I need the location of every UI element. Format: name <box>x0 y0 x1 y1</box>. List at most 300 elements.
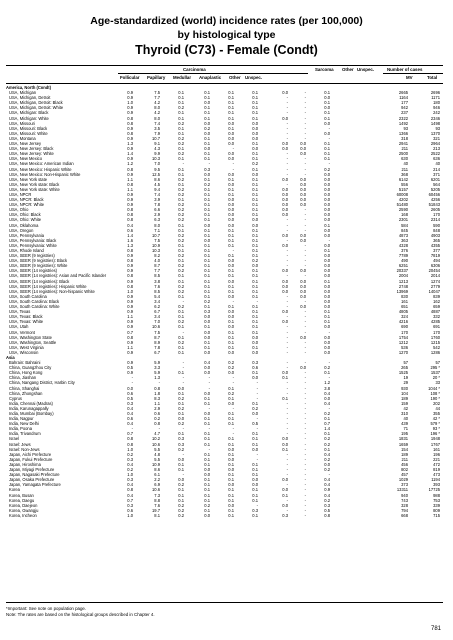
cell-value: - <box>286 360 288 366</box>
cell-value: 2314 <box>430 217 440 223</box>
row-label: USA, Vermont <box>9 329 35 335</box>
cell-value: 1286 <box>430 349 440 355</box>
cell-value: - <box>286 431 288 437</box>
row-label: China, Guangzhou City <box>9 365 52 371</box>
cell-value: - <box>286 507 288 513</box>
cell-value: 0.1 <box>204 324 210 330</box>
cell-value: 4.7 <box>154 431 160 437</box>
cell-value: 0.0 <box>324 232 330 238</box>
cell-value: 0.0 <box>282 232 288 238</box>
cell-value: 1171 <box>431 95 440 101</box>
cell-value: 0.1 <box>228 395 234 401</box>
cell-value: 0.0 <box>324 324 330 330</box>
cell-value: 0.1 <box>178 222 184 228</box>
cell-value: 19.7 <box>152 507 160 513</box>
cell-value: 1370 <box>430 130 440 136</box>
cell-value: 0.0 <box>282 186 288 192</box>
header-other: Other <box>342 67 354 72</box>
cell-value: 0.0 <box>324 130 330 136</box>
cell-value: 0.2 <box>178 176 184 182</box>
cell-value: 373 <box>401 482 408 488</box>
page-title-line3: Thyroid (C73) - Female (Condt) <box>135 43 318 57</box>
cell-value: - <box>304 400 306 406</box>
row-label: USA, NPCR <box>9 191 32 197</box>
row-label: USA, South Carolina: White <box>9 304 60 310</box>
cell-value: 0.7 <box>127 329 133 335</box>
cell-value: 0.1 <box>228 416 234 422</box>
cell-value: 0.0 <box>300 141 306 147</box>
cell-value: 0.1 <box>204 95 210 101</box>
cell-value: 494 <box>433 258 440 264</box>
cell-value: 368 <box>401 171 408 177</box>
cell-value: 7.0 <box>154 161 160 167</box>
cell-value: 0.1 <box>178 248 184 253</box>
cell-value: 7789 <box>398 253 408 259</box>
cell-value: 0.1 <box>324 151 330 157</box>
cell-value: - <box>286 227 288 233</box>
cell-value: 0.2 <box>178 482 184 488</box>
cell-value: 0.2 <box>324 411 330 416</box>
cell-value: 0.1 <box>324 416 330 422</box>
cell-value: 0.4 <box>127 461 133 467</box>
cell-value: 0.2 <box>178 446 184 452</box>
cell-value: 0.1 <box>204 90 210 96</box>
cell-value: 0.1 <box>178 492 184 498</box>
cell-value: 0.1 <box>204 242 210 248</box>
cell-value: 0.1 <box>204 395 210 401</box>
cell-value: - <box>256 451 258 457</box>
cell-value: - <box>304 125 306 131</box>
cell-value: 0.0 <box>228 212 234 218</box>
cell-value: 0.1 <box>324 110 330 116</box>
cell-value: - <box>286 467 288 473</box>
cell-value: 8.7 <box>154 263 160 269</box>
header-follicular: Follicular <box>120 75 140 80</box>
cell-value: 809 <box>433 507 440 513</box>
cell-value: 0.0 <box>324 212 330 218</box>
cell-value: 0.2 <box>324 456 330 462</box>
cell-value: 2779 <box>430 283 440 289</box>
cell-value: 4328 <box>398 242 408 248</box>
cell-value: - <box>232 380 234 386</box>
row-label: China, Nangang District, Harbin City <box>9 380 75 386</box>
row-label: USA, Pennsylvania: White <box>9 242 57 248</box>
cell-value: 0.2 <box>324 166 330 172</box>
cell-value: 0.1 <box>324 431 330 437</box>
cell-value: - <box>286 339 288 345</box>
cell-value: 0.0 <box>300 237 306 243</box>
row-label: USA, South Carolina <box>9 293 47 299</box>
cell-value: 0.0 <box>282 487 288 493</box>
cell-value: 579 * <box>430 421 440 427</box>
cell-value: 7.6 <box>154 283 160 289</box>
cell-value: 0.1 <box>324 319 330 325</box>
cell-value: 10.3 <box>152 156 160 162</box>
cell-value: 0.0 <box>324 288 330 294</box>
header-carcinoma: Carcinoma <box>183 67 206 72</box>
cell-value: 0.1 <box>252 227 258 233</box>
cell-value: 177 <box>401 100 408 106</box>
cell-value: 5.5 <box>154 456 160 462</box>
cell-value: 0.2 <box>178 507 184 513</box>
cell-value: 0.1 <box>252 283 258 289</box>
cell-value: 57 <box>403 360 408 366</box>
cell-value: - <box>286 135 288 141</box>
cell-value: 668 <box>401 512 408 518</box>
cell-value: 3.4 <box>154 314 160 320</box>
cell-value: 0.0 <box>324 191 330 197</box>
cell-value: 0.4 <box>127 482 133 488</box>
cell-value: 0.0 <box>324 273 330 279</box>
cell-value: 0.1 <box>178 125 184 131</box>
cell-value: 1213 <box>398 278 408 284</box>
cell-value: - <box>304 411 306 416</box>
cell-value: 0.0 <box>300 232 306 238</box>
cell-value: - <box>286 166 288 172</box>
cell-value: 0.1 <box>228 125 234 131</box>
cell-value: 0.9 <box>127 191 133 197</box>
cell-value: 0.3 <box>127 502 133 508</box>
cell-value: 7.5 <box>154 329 160 335</box>
cell-value: 1492 <box>398 120 408 126</box>
cell-value: 0.1 <box>204 232 210 238</box>
cell-value: 0.1 <box>178 171 184 177</box>
cell-value: - <box>182 380 184 386</box>
row-label: USA, Washington State <box>9 334 52 340</box>
cell-value: 0.1 <box>252 441 258 447</box>
cell-value: 154 <box>401 446 408 452</box>
row-label: Korea <box>9 487 20 493</box>
cell-value: 0.1 <box>252 156 258 162</box>
cell-value: 9.1 <box>154 141 160 147</box>
cell-value: 6.7 <box>154 349 160 355</box>
cell-value: 439 <box>401 421 408 427</box>
cell-value: - <box>328 329 330 335</box>
cell-value: 339 <box>433 502 440 508</box>
cell-value: 0.1 <box>252 512 258 518</box>
cell-value: 211 <box>401 456 408 462</box>
cell-value: 0.2 <box>178 186 184 192</box>
cell-value: 1029 <box>398 477 408 483</box>
cell-value: 0.2 <box>178 421 184 427</box>
cell-value: 0.3 <box>127 400 133 406</box>
cell-value: 0.0 <box>282 283 288 289</box>
cell-value: 0.1 <box>178 115 184 121</box>
cell-value: 0.0 <box>204 171 210 177</box>
cell-value: 0.0 <box>324 171 330 177</box>
cell-value: 0.1 <box>228 105 234 111</box>
cell-value: 0.1 <box>228 421 234 427</box>
cell-value: 7.7 <box>154 268 160 274</box>
cell-value: 4903 <box>430 232 440 238</box>
cell-value: 456 <box>401 461 408 467</box>
cell-value: 5.4 <box>154 293 160 299</box>
cell-value: 0.0 <box>300 283 306 289</box>
cell-value: 590 <box>433 222 440 228</box>
cell-value: - <box>304 467 306 473</box>
cell-value: 0.0 <box>282 436 288 442</box>
cell-value: 2346 <box>430 115 440 121</box>
cell-value: 0.0 <box>324 344 330 350</box>
cell-value: 20 * <box>432 375 440 381</box>
cell-value: 0.5 <box>127 395 133 401</box>
row-label: USA, Michigan <box>9 90 37 96</box>
cell-value: 1.1 <box>127 186 133 192</box>
cell-value: 4355 <box>430 242 440 248</box>
cell-value: 20337 <box>396 268 408 274</box>
cell-value: 0.0 <box>204 472 210 478</box>
cell-value: 6201 <box>430 176 440 182</box>
cell-value: - <box>158 380 160 386</box>
cell-value: 0.1 <box>228 411 234 416</box>
cell-value: 1760 <box>430 334 440 340</box>
cell-value: 0.1 <box>228 461 234 467</box>
cell-value: 1659 <box>398 441 408 447</box>
cell-value: 2941 <box>398 141 408 147</box>
cell-value: 3.3 <box>154 365 160 371</box>
cell-value: 0.2 <box>204 298 210 304</box>
cell-value: - <box>286 411 288 416</box>
cell-value: - <box>304 375 306 381</box>
cell-value: 8.1 <box>154 512 160 518</box>
cell-value: 0.0 <box>228 120 234 126</box>
cell-value: 794 <box>401 507 408 513</box>
cell-value: 0.2 <box>324 436 330 442</box>
cell-value: 1.8 <box>154 390 160 396</box>
cell-value: 7.6 <box>154 502 160 508</box>
cell-value: 0.1 <box>178 90 184 96</box>
cell-value: 0.0 <box>204 365 210 371</box>
cell-value: 0.1 <box>178 390 184 396</box>
cell-value: 371 <box>433 171 440 177</box>
cell-value: 8.6 <box>154 467 160 473</box>
cell-value: - <box>286 298 288 304</box>
cell-value: 0.1 <box>228 472 234 478</box>
cell-value: 0.0 <box>324 349 330 355</box>
cell-value: 0.2 <box>127 467 133 473</box>
cell-value: 2500 <box>398 151 408 157</box>
footnote-histology: Note: The rates are based on the histological groups described in Chapter 4. <box>6 612 155 617</box>
cell-value: - <box>328 135 330 141</box>
cell-value: - <box>304 319 306 325</box>
cell-value: 19 <box>403 375 408 381</box>
cell-value: 0.1 <box>204 191 210 197</box>
cell-value: 0.1 <box>204 258 210 264</box>
cell-value: 0.0 <box>252 446 258 452</box>
cell-value: - <box>286 349 288 355</box>
cell-value: 0.0 <box>282 319 288 325</box>
cell-value: 0.1 <box>204 451 210 457</box>
cell-value: 0.0 <box>228 217 234 223</box>
cell-value: 0.3 <box>178 441 184 447</box>
cell-value: 0.8 <box>127 120 133 126</box>
cell-value: 42 * <box>432 416 440 422</box>
cell-value: 0.1 <box>178 344 184 350</box>
cell-value: 51843 <box>428 202 440 208</box>
cell-value: 0.0 <box>324 334 330 340</box>
cell-value: - <box>256 502 258 508</box>
cell-value: 0.2 <box>178 151 184 157</box>
row-label: USA, West Virginia <box>9 344 44 350</box>
cell-value: - <box>182 298 184 304</box>
cell-value: 1525 <box>398 370 408 376</box>
cell-value: 0.1 <box>178 314 184 320</box>
cell-value: - <box>232 161 234 167</box>
cell-value: 0.0 <box>204 100 210 106</box>
cell-value: - <box>256 390 258 396</box>
cell-value: 0.2 <box>178 217 184 223</box>
cell-value: - <box>304 298 306 304</box>
header-carcinoma-unspec: Unspec. <box>245 75 263 80</box>
cell-value: 0.1 <box>324 309 330 315</box>
cell-value: 0.0 <box>204 130 210 136</box>
cell-value: - <box>208 375 210 381</box>
cell-value: 0.1 <box>282 395 288 401</box>
cell-value: - <box>286 161 288 167</box>
cell-value: 0.0 <box>324 339 330 345</box>
cell-value: 10.3 <box>152 248 160 253</box>
cell-value: 0.1 <box>228 90 234 96</box>
cell-value: 0.1 <box>282 446 288 452</box>
cell-value: 0.0 <box>252 477 258 483</box>
cell-value: 0.1 <box>178 370 184 376</box>
cell-value: 0.9 <box>127 146 133 152</box>
cell-value: 6142 <box>398 176 408 182</box>
cell-value: - <box>304 258 306 264</box>
cell-value: - <box>304 497 306 503</box>
cell-value: 0.6 <box>154 411 160 416</box>
cell-value: 4873 <box>398 232 408 238</box>
row-label: USA, Washington, Seattle <box>9 339 57 345</box>
row-label: Israel <box>9 436 20 442</box>
cell-value: 7.5 <box>154 237 160 243</box>
cell-value: 542 <box>433 344 440 350</box>
cell-value: 161 <box>401 298 408 304</box>
cell-value: - <box>304 248 306 253</box>
cell-value: 214 <box>433 166 440 172</box>
cell-value: 0.2 <box>324 441 330 447</box>
cell-value: 0.0 <box>228 135 234 141</box>
row-label: USA, SEER (9 registries): White <box>9 263 68 269</box>
cell-value: 0.3 <box>127 456 133 462</box>
cell-value: 0.0 <box>324 304 330 310</box>
cell-value: 60008 <box>396 191 408 197</box>
cell-value: 1366 <box>398 130 408 136</box>
row-label: India, Trivandrum <box>9 431 41 437</box>
cell-value: 0.3 <box>178 436 184 442</box>
cell-value: 0.1 <box>228 268 234 274</box>
cell-value: 0.0 <box>300 304 306 310</box>
row-label: Israel: Non-Jews <box>9 446 40 452</box>
cell-value: 0.2 <box>228 360 234 366</box>
row-label: China, Hong Kong <box>9 370 43 376</box>
cell-value: 190 * <box>430 395 440 401</box>
cell-value: 0.2 <box>178 395 184 401</box>
cell-value: 636 <box>433 156 440 162</box>
cell-value: 0.1 <box>178 197 184 203</box>
cell-value: - <box>304 360 306 366</box>
cell-value: 1274 <box>430 278 440 284</box>
cell-value: 0.9 <box>127 90 133 96</box>
cell-value: - <box>286 497 288 503</box>
cell-value: - <box>304 436 306 442</box>
cell-value: 0.0 <box>324 217 330 223</box>
cell-value: - <box>304 95 306 101</box>
cell-value: - <box>286 156 288 162</box>
cell-value: 0.0 <box>178 416 184 422</box>
cell-value: 0.0 <box>300 191 306 197</box>
cell-value: 0.0 <box>300 334 306 340</box>
cell-value: - <box>304 222 306 228</box>
cell-value: 0.4 <box>204 360 210 366</box>
cell-value: 0.1 <box>252 166 258 172</box>
cell-value: 0.1 <box>204 344 210 350</box>
cell-value: 0.1 <box>204 156 210 162</box>
cell-value: 0.1 <box>204 339 210 345</box>
cell-value: 0.1 <box>252 370 258 376</box>
cell-value: 0.0 <box>300 176 306 182</box>
cell-value: 0.1 <box>228 191 234 197</box>
cell-value: 0.0 <box>228 370 234 376</box>
cell-value: 211 <box>401 166 408 172</box>
cell-value: 0.1 <box>204 487 210 493</box>
cell-value: 0.1 <box>204 293 210 299</box>
cell-value: 0.1 <box>282 492 288 498</box>
cell-value: 0.1 <box>252 314 258 320</box>
cell-value: 170 <box>401 329 408 335</box>
cell-value: 332 <box>433 314 440 320</box>
cell-value: 93 <box>435 125 440 131</box>
cell-value: 0.0 <box>204 467 210 473</box>
cell-value: 9.5 <box>154 166 160 172</box>
cell-value: 0.2 <box>178 502 184 508</box>
cell-value: 9.4 <box>154 186 160 192</box>
cell-value: 0.1 <box>178 227 184 233</box>
cell-value: 213 <box>433 146 440 152</box>
cell-value: 4.3 <box>154 146 160 152</box>
cell-value: 0.2 <box>324 497 330 503</box>
row-label: Korea, Gwangju <box>9 507 39 513</box>
cell-value: 0.8 <box>127 441 133 447</box>
cell-value: 0.0 <box>204 314 210 320</box>
cell-value: 44 <box>435 405 440 411</box>
cell-value: 324 <box>401 314 408 320</box>
cell-value: 0.0 <box>252 482 258 488</box>
cell-value: 0.1 <box>204 202 210 208</box>
cell-value: 0.0 <box>282 212 288 218</box>
cell-value: 830 <box>401 293 408 299</box>
cell-value: - <box>286 217 288 223</box>
cell-value: 0.8 <box>127 130 133 136</box>
cell-value: 0.4 <box>324 390 330 396</box>
cell-value: 0.1 <box>252 105 258 111</box>
cell-value: - <box>286 151 288 157</box>
cell-value: 1.6 <box>127 237 133 243</box>
cell-value: - <box>232 375 234 381</box>
cell-value: - <box>286 416 288 422</box>
cell-value: 0.1 <box>178 293 184 299</box>
cell-value: 0.4 <box>324 492 330 498</box>
cell-value: - <box>182 360 184 366</box>
cell-value: - <box>304 161 306 167</box>
cell-value: 0.2 <box>178 212 184 218</box>
cell-value: 0.1 <box>178 349 184 355</box>
cell-value: 8.5 <box>154 273 160 279</box>
cell-value: 0.0 <box>324 207 330 213</box>
cell-value: - <box>286 263 288 269</box>
cell-value: - <box>256 426 258 432</box>
cell-value: 211 <box>401 146 408 152</box>
